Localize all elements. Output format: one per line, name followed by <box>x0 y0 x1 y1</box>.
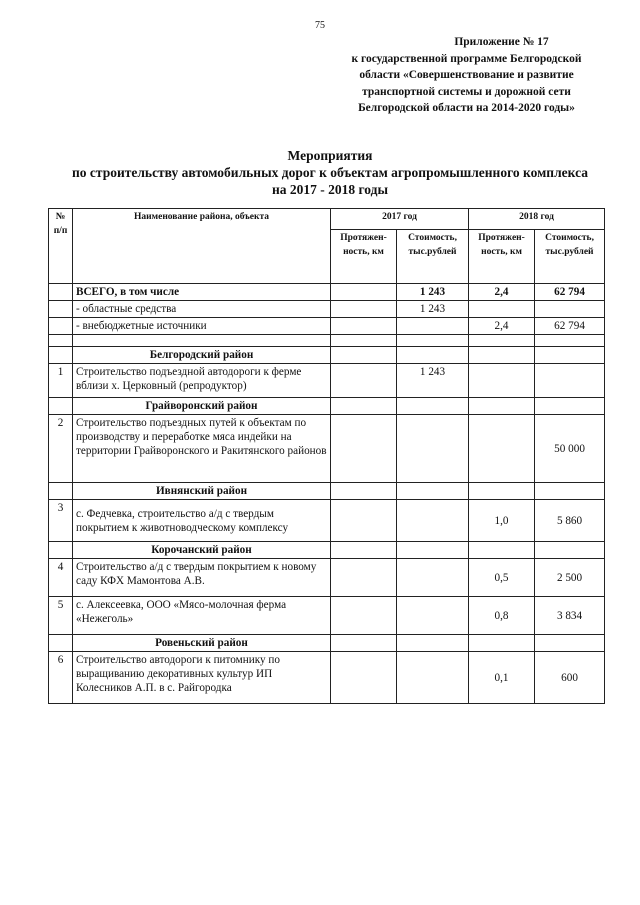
row-name: с. Алексеевка, ООО «Мясо-молочная ферма «Нежеголь» <box>73 597 331 635</box>
title-line1: Мероприятия <box>287 148 373 163</box>
extrabudget-cost-2018: 62 794 <box>535 318 605 335</box>
regional-cost-2017: 1 243 <box>397 301 469 318</box>
row-num: 3 <box>49 500 73 542</box>
extrabudget-length-2018: 2,4 <box>469 318 535 335</box>
total-row <box>49 284 605 301</box>
row-cost-2018: 5 860 <box>535 500 605 542</box>
table-row <box>49 415 605 483</box>
extrabudget-label: - внебюджетные источники <box>73 318 331 335</box>
appendix-line3: области «Совершенствование и развитие <box>359 69 574 81</box>
row-name: Строительство а/д с твердым покрытием к новому саду КФХ Мамонтова А.В. <box>73 559 331 597</box>
table-row <box>49 364 605 398</box>
spacer-row <box>49 335 605 347</box>
table-row <box>49 652 605 704</box>
appendix-header <box>334 34 599 117</box>
row-cost-2018: 600 <box>535 652 605 704</box>
district-name: Белгородский район <box>73 347 331 364</box>
district-name: Грайворонский район <box>73 398 331 415</box>
header-name: Наименование района, объекта <box>73 209 331 284</box>
header-length-2018: Протяжен- ность, км <box>469 230 535 284</box>
row-cost-2017: 1 243 <box>397 364 469 398</box>
table-row <box>49 597 605 635</box>
district-row <box>49 398 605 415</box>
measures-table <box>48 208 605 704</box>
district-row <box>49 542 605 559</box>
row-num: 4 <box>49 559 73 597</box>
header-cost-2017: Стоимость, тыс.рублей <box>397 230 469 284</box>
appendix-line1: Приложение № 17 <box>454 36 549 48</box>
row-num: 2 <box>49 415 73 483</box>
row-name: Строительство подъездной автодороги к ферме вблизи х. Церковный (репродуктор) <box>73 364 331 398</box>
extrabudget-row <box>49 318 605 335</box>
row-num: 5 <box>49 597 73 635</box>
header-num: № п/п <box>49 209 73 284</box>
row-cost-2018: 3 834 <box>535 597 605 635</box>
total-cost-2018: 62 794 <box>535 284 605 301</box>
row-length-2018: 0,5 <box>469 559 535 597</box>
header-length-2017: Протяжен- ность, км <box>331 230 397 284</box>
table-row <box>49 559 605 597</box>
district-row <box>49 347 605 364</box>
header-2017: 2017 год <box>331 209 469 230</box>
document-title <box>40 147 620 198</box>
district-name: Ивнянский район <box>73 483 331 500</box>
row-num: 1 <box>49 364 73 398</box>
page-number: 75 <box>315 20 325 31</box>
row-num: 6 <box>49 652 73 704</box>
district-row <box>49 635 605 652</box>
row-cost-2018: 2 500 <box>535 559 605 597</box>
row-name: Строительство автодороги к питомнику по выращиванию декоративных культур ИП Колесников А.П. в с. Райгородка <box>73 652 331 704</box>
row-length-2018: 1,0 <box>469 500 535 542</box>
regional-label: - областные средства <box>73 301 331 318</box>
appendix-line2: к государственной программе Белгородской <box>351 52 582 65</box>
district-name: Корочанский район <box>73 542 331 559</box>
regional-funds-row <box>49 301 605 318</box>
header-cost-2018: Стоимость, тыс.рублей <box>535 230 605 284</box>
appendix-line5: Белгородской области на 2014-2020 годы» <box>358 102 575 114</box>
row-length-2018: 0,8 <box>469 597 535 635</box>
total-label: ВСЕГО, в том числе <box>73 284 331 301</box>
header-row-years <box>49 209 605 230</box>
row-cost-2018: 50 000 <box>535 415 605 483</box>
header-2018: 2018 год <box>469 209 605 230</box>
district-name: Ровеньский район <box>73 635 331 652</box>
appendix-line4: транспортной системы и дорожной сети <box>362 85 571 98</box>
row-length-2018: 0,1 <box>469 652 535 704</box>
row-name: с. Федчевка, строительство а/д с твердым покрытием к животноводческому комплексу <box>73 500 331 542</box>
title-line2: по строительству автомобильных дорог к объектам агропромышленного комплекса <box>72 165 588 180</box>
total-cost-2017: 1 243 <box>397 284 469 301</box>
total-length-2018: 2,4 <box>469 284 535 301</box>
table-row <box>49 500 605 542</box>
title-line3: на 2017 - 2018 годы <box>271 182 389 197</box>
row-name: Строительство подъездных путей к объектам по производству и переработке мяса индейки на территории Грайворонского и Ракитянского районов <box>73 415 331 483</box>
district-row <box>49 483 605 500</box>
